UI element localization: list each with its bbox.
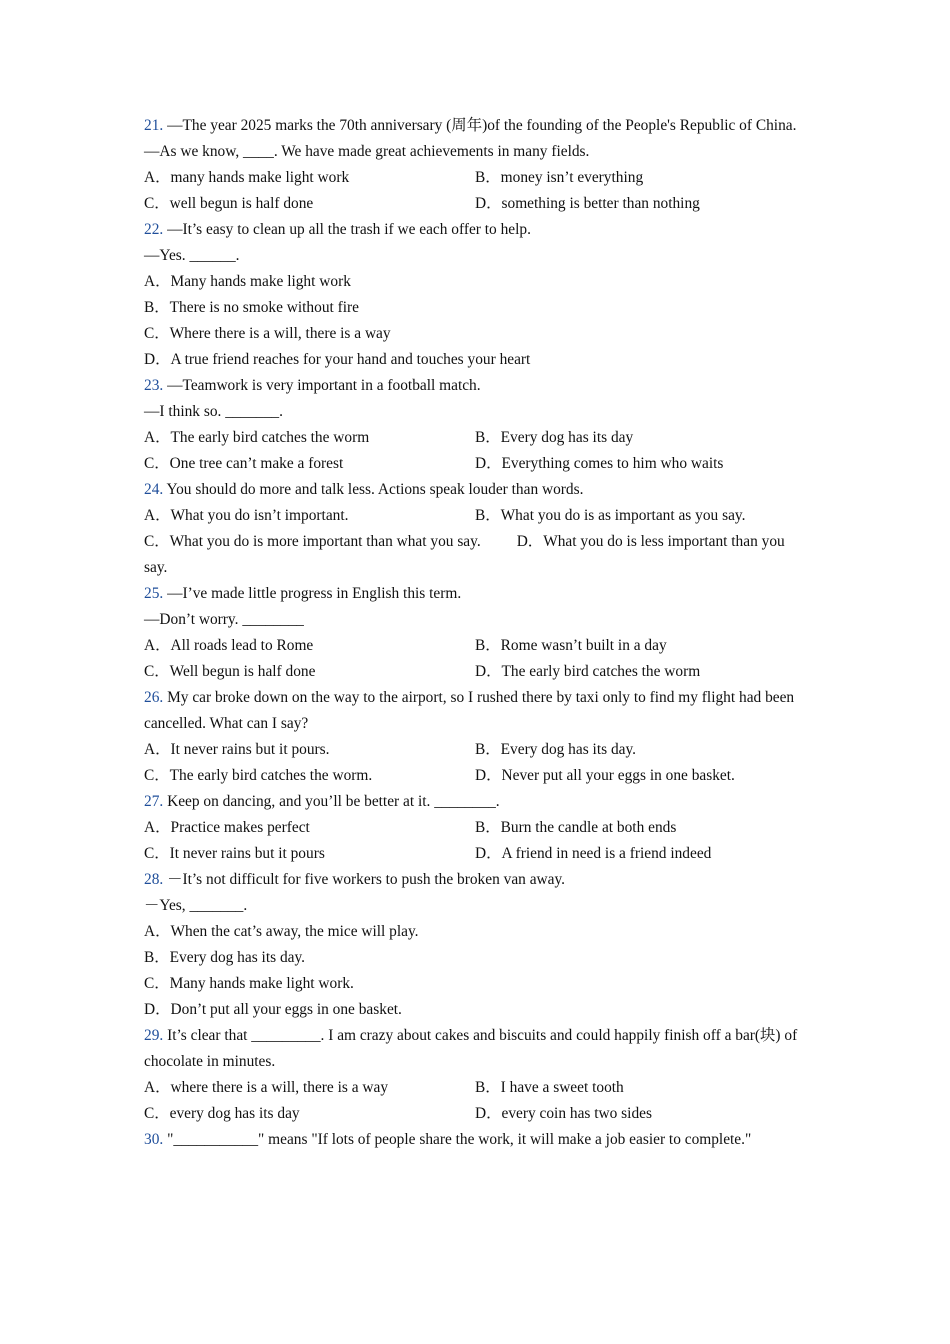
options-row (144, 503, 800, 529)
stem-text: It’s clear that _________. I am crazy about cakes and biscuits and could happily finish off a bar(块) of chocolate in minutes. (144, 1027, 798, 1070)
question-number: 22. (144, 221, 164, 238)
question-29 (144, 1023, 800, 1127)
stem-text: －It’s not difficult for five workers to push the broken van away. (163, 871, 566, 888)
option-a: A．When the cat’s away, the mice will play. (144, 923, 419, 940)
option-d: D．Don’t put all your eggs in one basket. (144, 1001, 402, 1018)
option-a: A．All roads lead to Rome (144, 637, 314, 654)
stem-text: You should do more and talk less. Actions speak louder than words. (163, 481, 584, 498)
option-b: B．Every dog has its day (475, 429, 634, 446)
options-row (144, 529, 800, 581)
question-number: 25. (144, 585, 164, 602)
option-d: D．Never put all your eggs in one basket. (475, 767, 735, 784)
option-b: B．I have a sweet tooth (475, 1079, 624, 1096)
question-number: 29. (144, 1027, 164, 1044)
dialogue-line (144, 399, 800, 425)
option-d: D．A true friend reaches for your hand and touches your heart (144, 351, 531, 368)
stem-text: —I think so. _______. (144, 403, 283, 420)
options-row (144, 191, 800, 217)
option-c: C．every dog has its day (144, 1105, 300, 1122)
option-b: B．Burn the candle at both ends (475, 819, 677, 836)
option-c: C．The early bird catches the worm. (144, 767, 373, 784)
option-d: D．A friend in need is a friend indeed (475, 845, 712, 862)
option-d: D．The early bird catches the worm (475, 663, 701, 680)
option-c: C．Well begun is half done (144, 663, 316, 680)
question-30 (144, 1127, 800, 1153)
question-stem (144, 217, 800, 243)
stem-text: —As we know, ____. We have made great achievements in many fields. (144, 143, 590, 160)
option-a: A．The early bird catches the worm (144, 429, 370, 446)
option-a: A．Many hands make light work (144, 273, 351, 290)
option-d: D．something is better than nothing (475, 195, 700, 212)
question-25 (144, 581, 800, 685)
options-row (144, 841, 800, 867)
option-a: A．Practice makes perfect (144, 819, 310, 836)
question-27 (144, 789, 800, 867)
stem-text: My car broke down on the way to the airport, so I rushed there by taxi only to find my flight had been cancelled. What can I say? (144, 689, 795, 732)
option-c: C．What you do is more important than what you say. (144, 533, 481, 550)
option-c: C．One tree can’t make a forest (144, 455, 344, 472)
option-c: C．well begun is half done (144, 195, 314, 212)
options-row (144, 763, 800, 789)
option-b: B．What you do is as important as you say. (475, 507, 746, 524)
stem-text: Keep on dancing, and you’ll be better at it. ________. (163, 793, 500, 810)
stem-text: —The year 2025 marks the 70th anniversary (周年)of the founding of the People's Republic of China. (163, 117, 797, 134)
question-stem (144, 113, 800, 139)
dialogue-line (144, 139, 800, 165)
options-row (144, 659, 800, 685)
question-stem (144, 581, 800, 607)
option-b: B．There is no smoke without fire (144, 299, 360, 316)
option-c: C．Where there is a will, there is a way (144, 325, 391, 342)
question-stem (144, 867, 800, 893)
option-d: D．What you do is less important than you say. (144, 533, 785, 576)
options-row (144, 633, 800, 659)
option-c: C．It never rains but it pours (144, 845, 325, 862)
options-row (144, 737, 800, 763)
question-sheet (144, 113, 800, 1153)
stem-text: —I’ve made little progress in English this term. (163, 585, 462, 602)
stem-text: —It’s easy to clean up all the trash if we each offer to help. (163, 221, 531, 238)
question-23 (144, 373, 800, 477)
question-22 (144, 217, 800, 373)
dialogue-line (144, 893, 800, 919)
options-row (144, 451, 800, 477)
option-a: A．where there is a will, there is a way (144, 1079, 389, 1096)
options-row (144, 1075, 800, 1101)
dialogue-line (144, 243, 800, 269)
stem-text: —Yes. ______. (144, 247, 240, 264)
options-row (144, 165, 800, 191)
stem-text: "___________" means "If lots of people share the work, it will make a job easier to complete." (163, 1131, 752, 1148)
dialogue-line (144, 607, 800, 633)
option-d: D．Everything comes to him who waits (475, 455, 724, 472)
question-number: 28. (144, 871, 164, 888)
question-stem (144, 685, 800, 737)
question-stem (144, 1023, 800, 1075)
options-row (144, 815, 800, 841)
option-b: B．Every dog has its day. (144, 949, 306, 966)
question-number: 30. (144, 1131, 164, 1148)
stem-text: —Don’t worry. ________ (144, 611, 304, 628)
option-a: A．many hands make light work (144, 169, 350, 186)
stem-text: —Teamwork is very important in a football match. (163, 377, 481, 394)
options-row (144, 425, 800, 451)
stem-text: －Yes, _______. (144, 897, 248, 914)
question-stem (144, 477, 800, 503)
question-number: 26. (144, 689, 164, 706)
option-b: B．money isn’t everything (475, 169, 644, 186)
question-stem (144, 1127, 800, 1153)
question-stem (144, 789, 800, 815)
question-number: 21. (144, 117, 164, 134)
question-21 (144, 113, 800, 217)
question-number: 23. (144, 377, 164, 394)
question-number: 27. (144, 793, 164, 810)
option-a: A．What you do isn’t important. (144, 507, 349, 524)
question-26 (144, 685, 800, 789)
option-b: B．Every dog has its day. (475, 741, 637, 758)
option-b: B．Rome wasn’t built in a day (475, 637, 667, 654)
question-stem (144, 373, 800, 399)
option-a: A．It never rains but it pours. (144, 741, 330, 758)
option-d: D．every coin has two sides (475, 1105, 652, 1122)
option-c: C．Many hands make light work. (144, 975, 354, 992)
question-number: 24. (144, 481, 164, 498)
options-row (144, 1101, 800, 1127)
question-28 (144, 867, 800, 1023)
question-24 (144, 477, 800, 581)
